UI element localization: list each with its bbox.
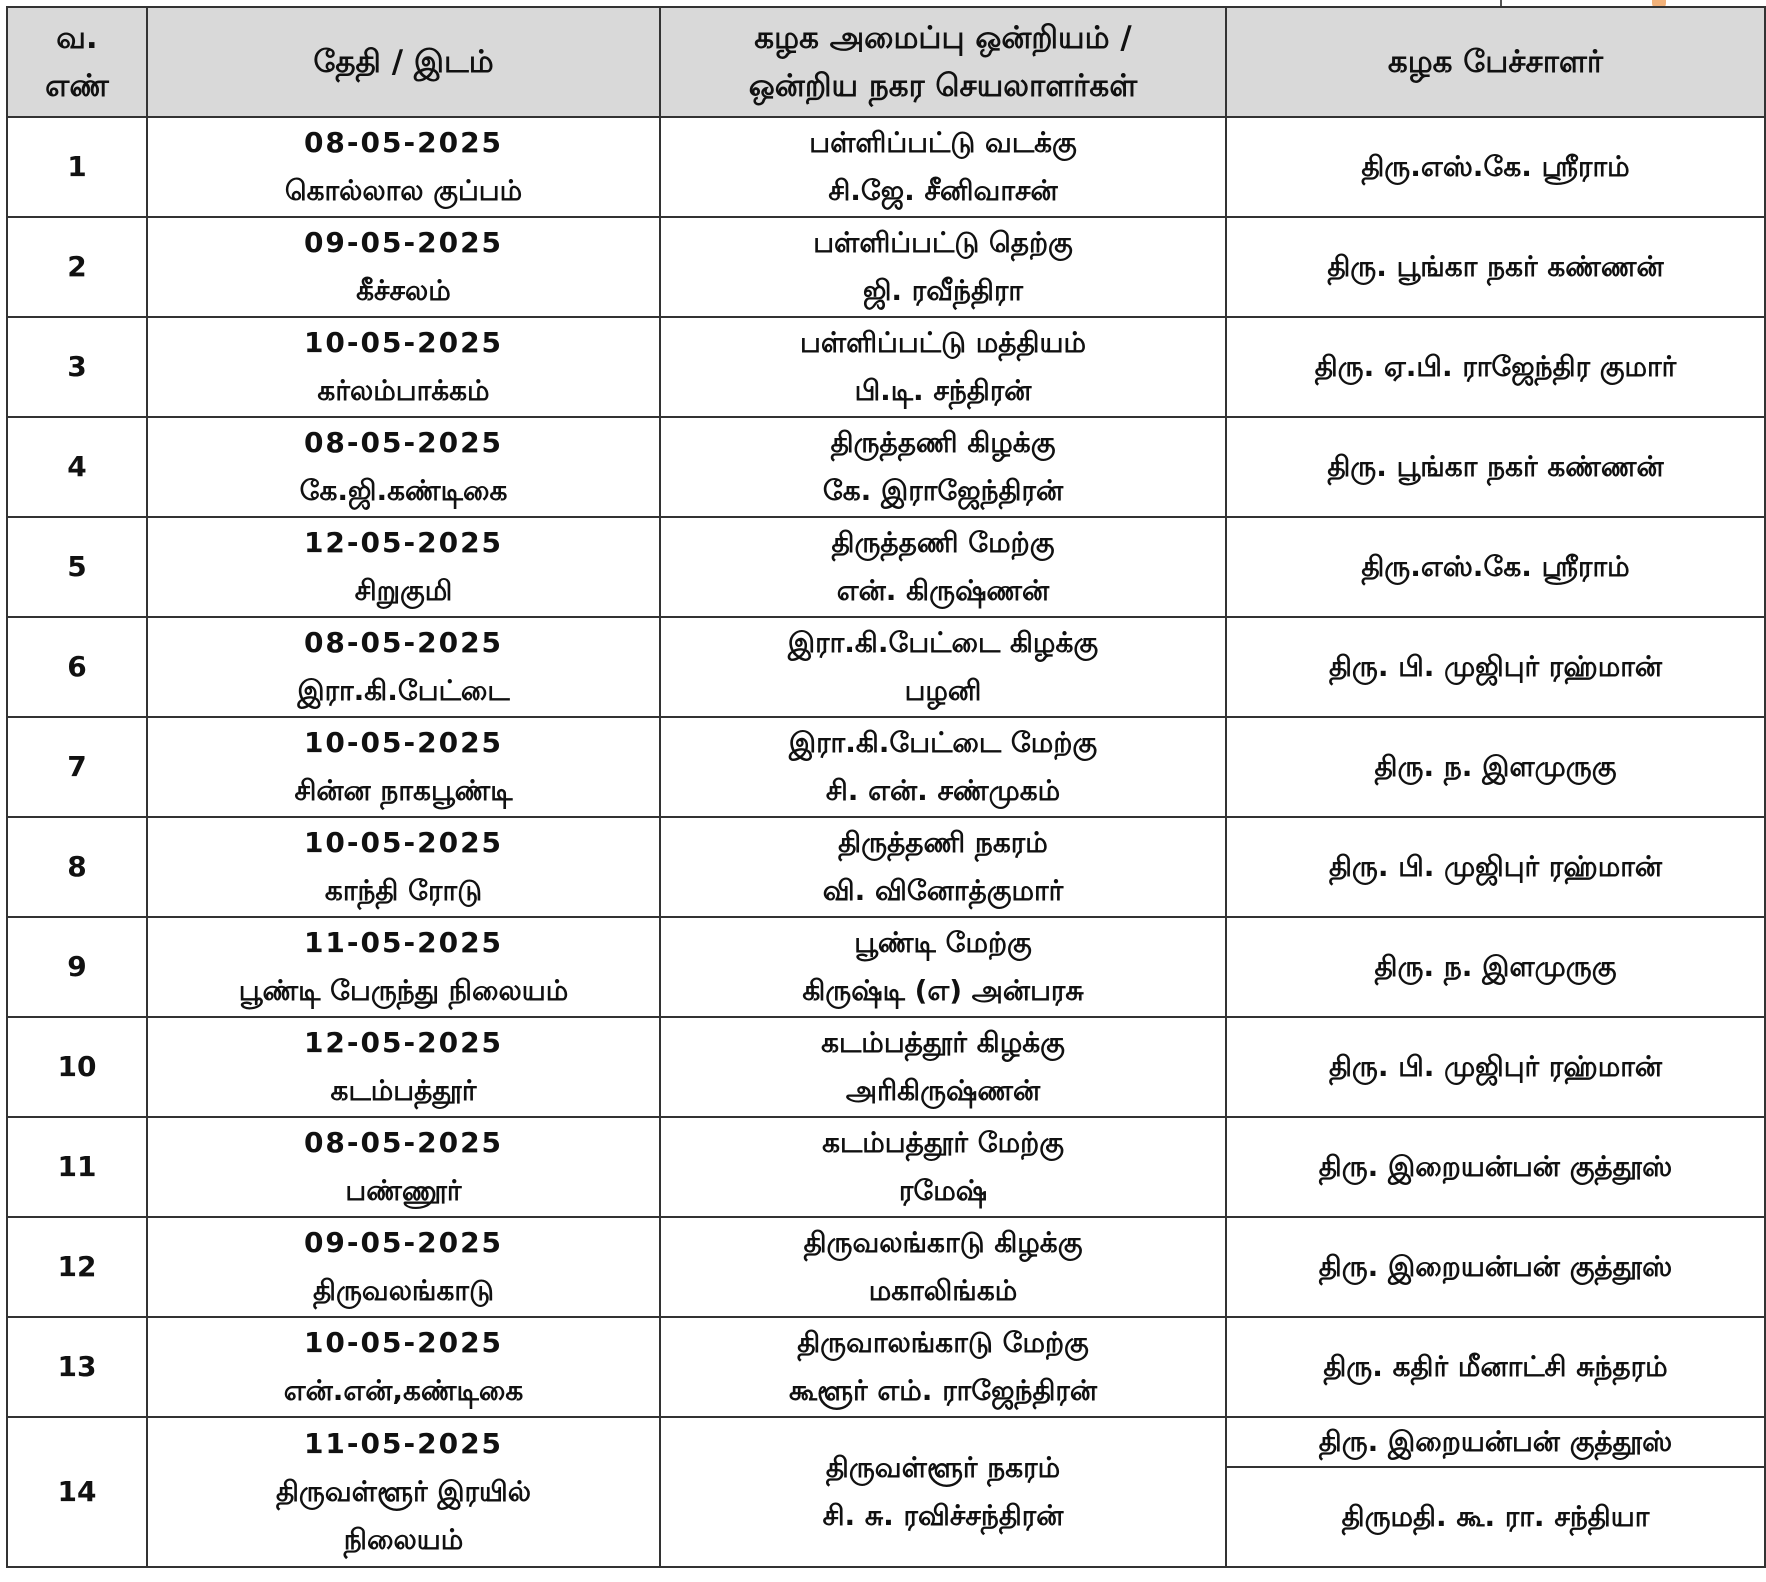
row-date: 10-05-2025 <box>303 326 504 359</box>
table-row <box>7 517 1765 617</box>
row-organization <box>660 1117 1226 1217</box>
row-speaker: திரு. இறையன்பன் குத்தூஸ் <box>1226 1217 1765 1317</box>
row-place: இரா.கி.பேட்டை <box>297 674 510 707</box>
row-speaker: திரு.எஸ்.கே. ஸ்ரீராம் <box>1226 517 1765 617</box>
table-row <box>7 717 1765 817</box>
row-date: 11-05-2025 <box>303 926 504 959</box>
row-speaker: திரு. பி. முஜிபுர் ரஹ்மான் <box>1226 817 1765 917</box>
row-date-place <box>147 1317 660 1417</box>
row-date: 08-05-2025 <box>303 426 504 459</box>
row-secretary-name: அரிகிருஷ்ணன் <box>845 1074 1041 1107</box>
row-date-place <box>147 817 660 917</box>
header-speaker: கழக பேச்சாளர் <box>1226 7 1765 117</box>
row-union-name: கடம்பத்தூர் மேற்கு <box>822 1126 1064 1159</box>
row-speaker: திரு. பூங்கா நகர் கண்ணன் <box>1226 417 1765 517</box>
row-speaker: திரு. ந. இளமுருகு <box>1226 917 1765 1017</box>
row-place: சின்ன நாகபூண்டி <box>294 774 513 807</box>
row-union-name: திருத்தணி நகரம் <box>838 826 1048 859</box>
row-union-name: பள்ளிப்பட்டு மத்தியம் <box>799 326 1086 359</box>
row-serial-number: 3 <box>7 317 147 417</box>
table-row <box>7 1317 1765 1417</box>
table-row <box>7 1417 1765 1467</box>
row-place: கீச்சலம் <box>356 274 451 307</box>
row-speaker: திரு. ஏ.பி. ராஜேந்திர குமார் <box>1226 317 1765 417</box>
row-secretary-name: ரமேஷ் <box>898 1174 988 1207</box>
meeting-schedule-table <box>6 6 1766 1568</box>
row-serial-number: 14 <box>7 1417 147 1567</box>
row-secretary-name: கிருஷ்டி (எ) அன்பரசு <box>802 974 1084 1007</box>
row-speaker: திரு. இறையன்பன் குத்தூஸ் <box>1226 1417 1765 1467</box>
row-union-name: கடம்பத்தூர் கிழக்கு <box>821 1026 1065 1059</box>
row-union-name: இரா.கி.பேட்டை கிழக்கு <box>787 626 1099 659</box>
row-place-continued: நிலையம் <box>343 1523 464 1556</box>
row-organization <box>660 1217 1226 1317</box>
row-date-place <box>147 217 660 317</box>
row-union-name: திருவாலங்காடு மேற்கு <box>797 1326 1089 1359</box>
row-serial-number: 2 <box>7 217 147 317</box>
row-speaker: திரு. பூங்கா நகர் கண்ணன் <box>1226 217 1765 317</box>
row-organization <box>660 917 1226 1017</box>
row-date: 10-05-2025 <box>303 826 504 859</box>
row-date-place <box>147 617 660 717</box>
row-place: கே.ஜி.கண்டிகை <box>299 474 508 507</box>
table-row <box>7 817 1765 917</box>
row-organization <box>660 717 1226 817</box>
row-date: 08-05-2025 <box>303 626 504 659</box>
row-date-place <box>147 917 660 1017</box>
row-date-place <box>147 417 660 517</box>
row-secretary-name: கே. இராஜேந்திரன் <box>822 474 1064 507</box>
row-date-place <box>147 1017 660 1117</box>
row-secretary-name: ஜி. ரவீந்திரா <box>862 274 1024 307</box>
row-organization <box>660 317 1226 417</box>
row-date-place <box>147 1417 660 1567</box>
row-secretary-name: பழனி <box>904 674 982 707</box>
table-header-row <box>7 7 1765 117</box>
table-row <box>7 1217 1765 1317</box>
row-date-place <box>147 317 660 417</box>
row-secretary-name: பி.டி. சந்திரன் <box>854 374 1032 407</box>
row-speaker: திரு. ந. இளமுருகு <box>1226 717 1765 817</box>
row-union-name: பூண்டி மேற்கு <box>854 926 1032 959</box>
table-row <box>7 917 1765 1017</box>
row-serial-number: 6 <box>7 617 147 717</box>
row-date-place <box>147 117 660 217</box>
row-union-name: திருவலங்காடு கிழக்கு <box>803 1226 1083 1259</box>
row-serial-number: 11 <box>7 1117 147 1217</box>
row-serial-number: 12 <box>7 1217 147 1317</box>
row-speaker: திரு. கதிர் மீனாட்சி சுந்தரம் <box>1226 1317 1765 1417</box>
row-serial-number: 4 <box>7 417 147 517</box>
row-organization <box>660 517 1226 617</box>
row-place: என்.என்,கண்டிகை <box>283 1374 524 1407</box>
row-date: 09-05-2025 <box>303 226 504 259</box>
row-speaker: திரு. இறையன்பன் குத்தூஸ் <box>1226 1117 1765 1217</box>
row-date-place <box>147 517 660 617</box>
row-place: திருவள்ளூர் இரயில் <box>275 1475 532 1508</box>
row-union-name: பள்ளிப்பட்டு வடக்கு <box>809 126 1077 159</box>
row-organization <box>660 217 1226 317</box>
row-date: 08-05-2025 <box>303 1126 504 1159</box>
row-place: காந்தி ரோடு <box>324 874 483 907</box>
row-place: பூண்டி பேருந்து நிலையம் <box>238 974 569 1007</box>
row-secretary-name: சி. என். சண்முகம் <box>825 774 1061 807</box>
row-date: 10-05-2025 <box>303 726 504 759</box>
table-row <box>7 317 1765 417</box>
row-date: 11-05-2025 <box>303 1427 504 1460</box>
row-organization <box>660 1417 1226 1567</box>
row-speaker-second: திருமதி. கூ. ரா. சந்தியா <box>1226 1467 1765 1567</box>
row-date-place <box>147 1117 660 1217</box>
row-secretary-name: சி. சு. ரவிச்சந்திரன் <box>822 1499 1064 1532</box>
row-secretary-name: மகாலிங்கம் <box>868 1274 1018 1307</box>
row-organization <box>660 617 1226 717</box>
row-organization <box>660 1317 1226 1417</box>
row-date: 08-05-2025 <box>303 126 504 159</box>
row-organization <box>660 817 1226 917</box>
row-serial-number: 10 <box>7 1017 147 1117</box>
row-place: கர்லம்பாக்கம் <box>317 374 490 407</box>
row-serial-number: 13 <box>7 1317 147 1417</box>
row-serial-number: 1 <box>7 117 147 217</box>
row-union-name: திருவள்ளூர் நகரம் <box>825 1451 1061 1484</box>
row-secretary-name: சி.ஜே. சீனிவாசன் <box>828 174 1058 207</box>
table-row <box>7 117 1765 217</box>
row-date-place <box>147 1217 660 1317</box>
row-place: பண்ணூர் <box>345 1174 462 1207</box>
row-union-name: திருத்தணி கிழக்கு <box>830 426 1056 459</box>
header-serial-number: வ. எண் <box>7 7 147 117</box>
table-row <box>7 617 1765 717</box>
header-organization: கழக அமைப்பு ஒன்றியம் / ஒன்றிய நகர செயலாளர்கள் <box>660 7 1226 117</box>
header-date-place: தேதி / இடம் <box>147 7 660 117</box>
row-union-name: பள்ளிப்பட்டு தெற்கு <box>813 226 1073 259</box>
row-speaker: திரு. பி. முஜிபுர் ரஹ்மான் <box>1226 1017 1765 1117</box>
row-union-name: திருத்தணி மேற்கு <box>831 526 1055 559</box>
row-serial-number: 9 <box>7 917 147 1017</box>
row-date: 12-05-2025 <box>303 1026 504 1059</box>
row-date-place <box>147 717 660 817</box>
table-row <box>7 1117 1765 1217</box>
row-date: 10-05-2025 <box>303 1326 504 1359</box>
row-serial-number: 8 <box>7 817 147 917</box>
row-organization <box>660 117 1226 217</box>
table-row <box>7 417 1765 517</box>
table-row <box>7 1017 1765 1117</box>
row-union-name: இரா.கி.பேட்டை மேற்கு <box>788 726 1098 759</box>
row-secretary-name: வி. வினோத்குமார் <box>822 874 1064 907</box>
row-organization <box>660 417 1226 517</box>
table-row <box>7 217 1765 317</box>
row-place: கொல்லால குப்பம் <box>284 174 523 207</box>
row-secretary-name: என். கிருஷ்ணன் <box>836 574 1050 607</box>
row-date: 09-05-2025 <box>303 1226 504 1259</box>
row-serial-number: 7 <box>7 717 147 817</box>
row-serial-number: 5 <box>7 517 147 617</box>
row-speaker: திரு.எஸ்.கே. ஸ்ரீராம் <box>1226 117 1765 217</box>
row-secretary-name: கூளூர் எம். ராஜேந்திரன் <box>788 1374 1098 1407</box>
row-date: 12-05-2025 <box>303 526 504 559</box>
row-place: சிறுகுமி <box>354 574 453 607</box>
row-place: திருவலங்காடு <box>313 1274 494 1307</box>
row-speaker: திரு. பி. முஜிபுர் ரஹ்மான் <box>1226 617 1765 717</box>
row-organization <box>660 1017 1226 1117</box>
row-place: கடம்பத்தூர் <box>330 1074 477 1107</box>
